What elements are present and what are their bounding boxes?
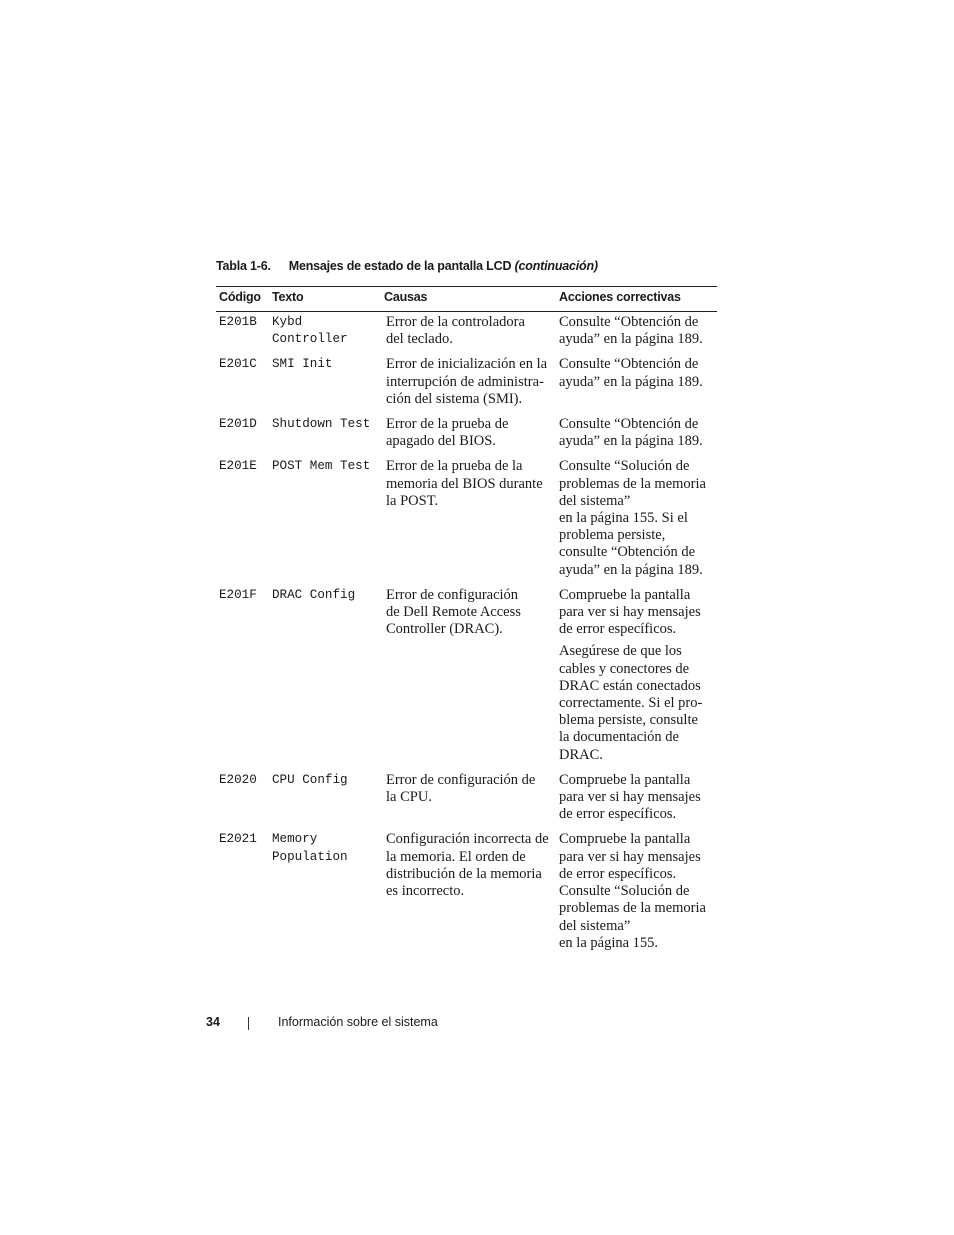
text-cell: Kybd Controller	[272, 315, 348, 347]
table-title: Mensajes de estado de la pantalla LCD	[288, 259, 512, 273]
cause-cell: Error de configuración de Dell Remote Access Controller (DRAC).	[386, 586, 521, 638]
text-cell: CPU Config	[272, 772, 348, 787]
cause-cell: Error de la controladora del teclado.	[386, 314, 525, 348]
page-number: 34	[206, 1015, 220, 1029]
table-row	[216, 312, 717, 357]
action-cell: Compruebe la pantalla para ver si hay mensajes de error específicos.	[559, 771, 701, 823]
cause-cell: Error de la prueba de la memoria del BIOS durante la POST.	[386, 458, 543, 509]
code-cell: E201D	[219, 417, 257, 432]
header-codigo: Código	[219, 290, 261, 304]
table-row	[216, 416, 717, 458]
header-causas: Causas	[384, 290, 428, 304]
header-texto: Texto	[272, 290, 304, 304]
cause-cell: Error de inicialización en la interrupción de administra- ción del sistema (SMI).	[386, 356, 548, 407]
table-row	[216, 772, 717, 832]
table-row	[216, 587, 717, 772]
table-row	[216, 831, 717, 959]
footer-divider	[248, 1017, 249, 1030]
text-cell: POST Mem Test	[272, 459, 371, 474]
code-cell: E201B	[219, 315, 257, 329]
cause-cell: Error de configuración de la CPU.	[386, 771, 536, 806]
table-number: Tabla 1-6.	[216, 259, 271, 273]
action-cell: Consulte “Obtención de ayuda” en la página 189.	[559, 314, 703, 348]
text-cell: Shutdown Test	[272, 417, 371, 432]
action-cell: Consulte “Solución de problemas de la memoria del sistema” en la página 155. Si el problema persiste, consulte “Obtención de ayuda” en la página 189.	[559, 458, 706, 578]
text-cell: SMI Init	[272, 357, 333, 372]
footer-section-title: Información sobre el sistema	[278, 1015, 438, 1029]
action-cell: Consulte “Obtención de ayuda” en la página 189.	[559, 356, 703, 390]
header-acciones: Acciones correctivas	[559, 290, 681, 304]
table-continued-label: (continuación)	[514, 259, 598, 273]
code-cell: E2020	[219, 772, 257, 787]
cause-cell: Configuración incorrecta de la memoria. El orden de distribución de la memoria es incorrecto.	[386, 831, 549, 900]
cause-cell: Error de la prueba de apagado del BIOS.	[386, 416, 509, 450]
table-caption	[216, 259, 598, 273]
table-row	[216, 458, 717, 586]
lcd-status-messages-table	[216, 286, 717, 960]
action-cell: Consulte “Obtención de ayuda” en la página 189.	[559, 416, 703, 450]
code-cell: E201F	[219, 587, 257, 602]
table-header-row	[216, 287, 717, 312]
action-cell: Compruebe la pantalla para ver si hay mensajes de error específicos. Consulte “Solución de problemas de la memoria del sistema” en la página 155.	[559, 831, 706, 951]
action-cell-secondary: Asegúrese de que los cables y conectores de DRAC están conectados correctamente. Si el pro- blema persiste, consulte la documentación de DRAC.	[559, 643, 703, 763]
code-cell: E2021	[219, 832, 257, 847]
code-cell: E201E	[219, 459, 257, 474]
action-cell: Compruebe la pantalla para ver si hay mensajes de error específicos.	[559, 586, 701, 638]
code-cell: E201C	[219, 357, 257, 372]
table-row	[216, 356, 717, 416]
text-cell: DRAC Config	[272, 587, 356, 602]
text-cell: Memory Population	[272, 832, 348, 864]
